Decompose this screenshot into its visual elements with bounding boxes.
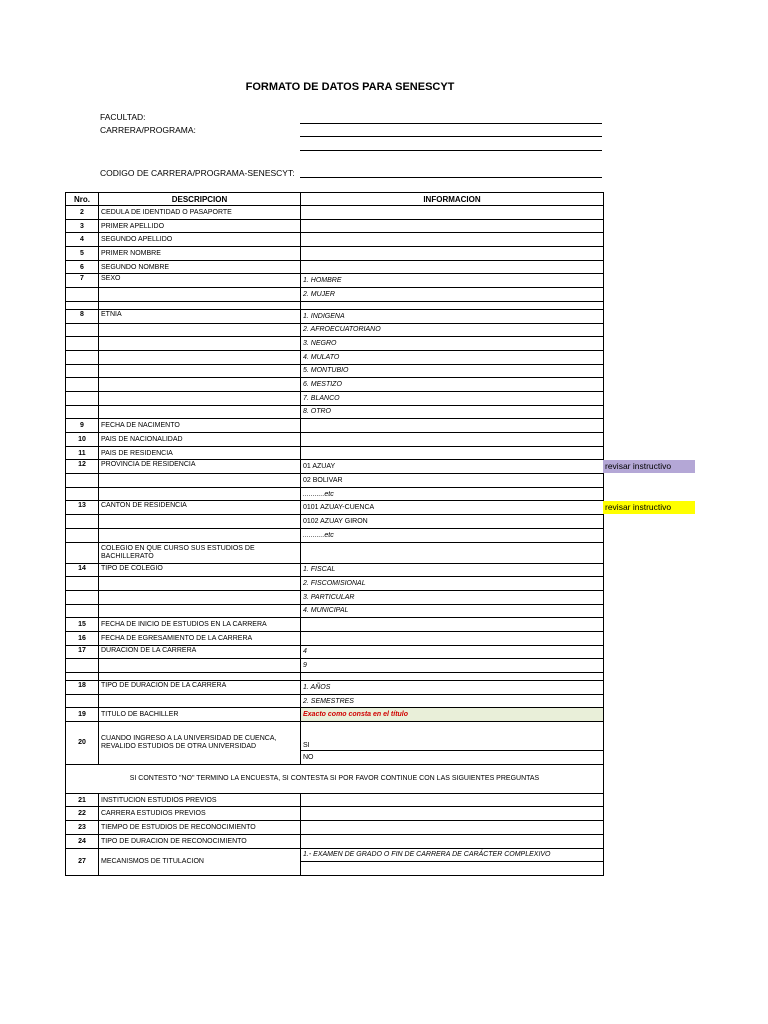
table-row <box>66 618 604 632</box>
table-row <box>66 604 604 618</box>
table-row <box>66 288 604 302</box>
etnia-option[interactable]: 7. BLANCO <box>301 391 604 405</box>
etnia-option[interactable]: 8. OTRO <box>301 405 604 419</box>
row-description: ETNIA <box>99 309 301 323</box>
duracion-option[interactable]: 4 <box>301 645 604 659</box>
row-number: 14 <box>66 563 99 577</box>
codigo-label: CODIGO DE CARRERA/PROGRAMA-SENESCYT: <box>100 168 295 178</box>
row-number: 12 <box>66 460 99 474</box>
table-row <box>66 487 604 501</box>
revalido-option-no[interactable]: NO <box>301 751 604 765</box>
row-description: SEXO <box>99 274 301 288</box>
row-description: PRIMER NOMBRE <box>99 247 301 261</box>
data-form-table <box>65 192 604 876</box>
row-description: TIPO DE COLEGIO <box>99 563 301 577</box>
primer-nombre-field[interactable] <box>301 247 604 261</box>
tiempo-reconocimiento-field[interactable] <box>301 821 604 835</box>
duracion-option[interactable]: 9 <box>301 659 604 673</box>
table-row <box>66 515 604 529</box>
mecanismo-field[interactable] <box>301 862 604 876</box>
etnia-option[interactable]: 4. MULATO <box>301 350 604 364</box>
row-description: COLEGIO EN QUE CURSO SUS ESTUDIOS DE BACHILLERATO <box>99 542 301 563</box>
table-row <box>66 708 604 722</box>
etnia-option[interactable]: 6. MESTIZO <box>301 378 604 392</box>
table-row <box>66 350 604 364</box>
tipo-colegio-option[interactable]: 3. PARTICULAR <box>301 590 604 604</box>
fecha-nacimiento-field[interactable] <box>301 419 604 433</box>
row-number: 7 <box>66 274 99 288</box>
table-row <box>66 206 604 220</box>
table-row <box>66 659 604 673</box>
provincia-option[interactable]: 02 BOLIVAR <box>301 474 604 488</box>
table-row <box>66 807 604 821</box>
row-description: CARRERA ESTUDIOS PREVIOS <box>99 807 301 821</box>
table-row <box>66 364 604 378</box>
row-number: 27 <box>66 848 99 875</box>
facultad-line[interactable] <box>300 123 602 124</box>
table-row <box>66 323 604 337</box>
row-description: PROVINCIA DE RESIDENCIA <box>99 460 301 474</box>
table-row <box>66 247 604 261</box>
table-row <box>66 301 604 309</box>
table-row <box>66 274 604 288</box>
row-number: 2 <box>66 206 99 220</box>
tipo-duracion-option[interactable]: 1. AÑOS <box>301 681 604 695</box>
codigo-line[interactable] <box>300 177 602 178</box>
instruction-text: SI CONTESTO "NO" TERMINO LA ENCUESTA, SI CONTESTA SI POR FAVOR CONTINUE CON LAS SIGUIENTES PREGUNTAS <box>66 764 604 793</box>
row-number: 16 <box>66 631 99 645</box>
table-row <box>66 590 604 604</box>
canton-option[interactable]: 0102 AZUAY GIRON <box>301 515 604 529</box>
mecanismo-option[interactable]: 1.- EXAMEN DE GRADO O FIN DE CARRERA DE CARÁCTER COMPLEXIVO <box>301 848 604 862</box>
row-description: TIEMPO DE ESTUDIOS DE RECONOCIMIENTO <box>99 821 301 835</box>
row-description: TITULO DE BACHILLER <box>99 708 301 722</box>
table-row <box>66 391 604 405</box>
row-description: INSTITUCION ESTUDIOS PREVIOS <box>99 793 301 807</box>
table-row <box>66 542 604 563</box>
row-description: FECHA DE EGRESAMIENTO DE LA CARRERA <box>99 631 301 645</box>
row-number: 5 <box>66 247 99 261</box>
table-row <box>66 673 604 681</box>
table-row <box>66 694 604 708</box>
row-number: 13 <box>66 501 99 515</box>
col-informacion: INFORMACION <box>301 193 604 206</box>
table-row <box>66 260 604 274</box>
row-description: SEGUNDO NOMBRE <box>99 260 301 274</box>
row-description: CEDULA DE IDENTIDAD O PASAPORTE <box>99 206 301 220</box>
table-row <box>66 419 604 433</box>
canton-option[interactable]: 0101 AZUAY-CUENCA <box>301 501 604 515</box>
table-row <box>66 528 604 542</box>
row-number: 11 <box>66 446 99 460</box>
table-row <box>66 337 604 351</box>
table-row <box>66 233 604 247</box>
pais-residencia-field[interactable] <box>301 446 604 460</box>
tipo-colegio-option[interactable]: 4. MUNICIPAL <box>301 604 604 618</box>
carrera-line[interactable] <box>300 136 602 137</box>
row-number: 17 <box>66 645 99 659</box>
table-row <box>66 577 604 591</box>
fecha-egresamiento-field[interactable] <box>301 631 604 645</box>
row-description: CUANDO INGRESO A LA UNIVERSIDAD DE CUENCA, REVALIDO ESTUDIOS DE OTRA UNIVERSIDAD <box>99 722 301 765</box>
row-description: FECHA DE NACIMENTO <box>99 419 301 433</box>
row-number: 10 <box>66 433 99 447</box>
row-number: 4 <box>66 233 99 247</box>
revisar-instructivo-note: revisar instructivo <box>603 460 695 473</box>
row-number: 22 <box>66 807 99 821</box>
row-number: 19 <box>66 708 99 722</box>
tipo-colegio-option[interactable]: 1. FISCAL <box>301 563 604 577</box>
row-description: FECHA DE INICIO DE ESTUDIOS EN LA CARRERA <box>99 618 301 632</box>
row-number: 9 <box>66 419 99 433</box>
pais-nacionalidad-field[interactable] <box>301 433 604 447</box>
etnia-option[interactable]: 1. INDIGENA <box>301 309 604 323</box>
colegio-field[interactable] <box>301 542 604 563</box>
table-row <box>66 405 604 419</box>
row-description: TIPO DE DURACION DE LA CARRERA <box>99 681 301 695</box>
table-header <box>66 193 604 206</box>
row-description: PRIMER APELLIDO <box>99 219 301 233</box>
table-row <box>66 501 604 515</box>
tipo-reconocimiento-field[interactable] <box>301 834 604 848</box>
row-number: 24 <box>66 834 99 848</box>
table-row <box>66 848 604 862</box>
table-row <box>66 378 604 392</box>
table-row <box>66 722 604 751</box>
row-number: 3 <box>66 219 99 233</box>
table-row <box>66 433 604 447</box>
table-row <box>66 681 604 695</box>
etnia-option[interactable]: 2. AFROECUATORIANO <box>301 323 604 337</box>
table-row <box>66 764 604 793</box>
segundo-nombre-field[interactable] <box>301 260 604 274</box>
revisar-instructivo-note: revisar instructivo <box>603 501 695 514</box>
table-row <box>66 446 604 460</box>
cedula-field[interactable] <box>301 206 604 220</box>
row-description: SEGUNDO APELLIDO <box>99 233 301 247</box>
tipo-colegio-option[interactable]: 2. FISCOMISIONAL <box>301 577 604 591</box>
tipo-duracion-option[interactable]: 2. SEMESTRES <box>301 694 604 708</box>
table-row <box>66 563 604 577</box>
row-description: PAIS DE RESIDENCIA <box>99 446 301 460</box>
carrera-line-2[interactable] <box>300 150 602 151</box>
row-number: 21 <box>66 793 99 807</box>
col-descripcion: DESCRIPCION <box>99 193 301 206</box>
row-number: 6 <box>66 260 99 274</box>
table-row <box>66 834 604 848</box>
row-number: 15 <box>66 618 99 632</box>
fecha-inicio-field[interactable] <box>301 618 604 632</box>
table-row <box>66 645 604 659</box>
row-description: MECANISMOS DE TITULACION <box>99 848 301 875</box>
sexo-option[interactable]: 2. MUJER <box>301 288 604 302</box>
row-number: 23 <box>66 821 99 835</box>
table-row <box>66 821 604 835</box>
table-row <box>66 309 604 323</box>
col-nro: Nro. <box>66 193 99 206</box>
row-description: CANTON DE RESIDENCIA <box>99 501 301 515</box>
canton-option[interactable]: ...........etc <box>301 528 604 542</box>
table-row <box>66 793 604 807</box>
revalido-option-si[interactable]: SI <box>301 722 604 751</box>
row-description: DURACION DE LA CARRERA <box>99 645 301 659</box>
table-row <box>66 219 604 233</box>
etnia-option[interactable]: 5. MONTUBIO <box>301 364 604 378</box>
row-number: 20 <box>66 722 99 765</box>
carrera-previa-field[interactable] <box>301 807 604 821</box>
sexo-option[interactable]: 1. HOMBRE <box>301 274 604 288</box>
etnia-option[interactable]: 3. NEGRO <box>301 337 604 351</box>
page-title: FORMATO DE DATOS PARA SENESCYT <box>245 81 455 93</box>
row-description: PAIS DE NACIONALIDAD <box>99 433 301 447</box>
provincia-option[interactable]: 01 AZUAY <box>301 460 604 474</box>
titulo-bachiller-field[interactable]: Exacto como consta en el título <box>301 708 604 722</box>
table-row <box>66 460 604 474</box>
facultad-label: FACULTAD: <box>100 112 146 122</box>
provincia-option[interactable]: ...........etc <box>301 487 604 501</box>
table-row <box>66 631 604 645</box>
row-description: TIPO DE DURACION DE RECONOCIMIENTO <box>99 834 301 848</box>
primer-apellido-field[interactable] <box>301 219 604 233</box>
carrera-label: CARRERA/PROGRAMA: <box>100 125 196 135</box>
institucion-previa-field[interactable] <box>301 793 604 807</box>
row-number: 18 <box>66 681 99 695</box>
table-row <box>66 474 604 488</box>
row-number: 8 <box>66 309 99 323</box>
segundo-apellido-field[interactable] <box>301 233 604 247</box>
